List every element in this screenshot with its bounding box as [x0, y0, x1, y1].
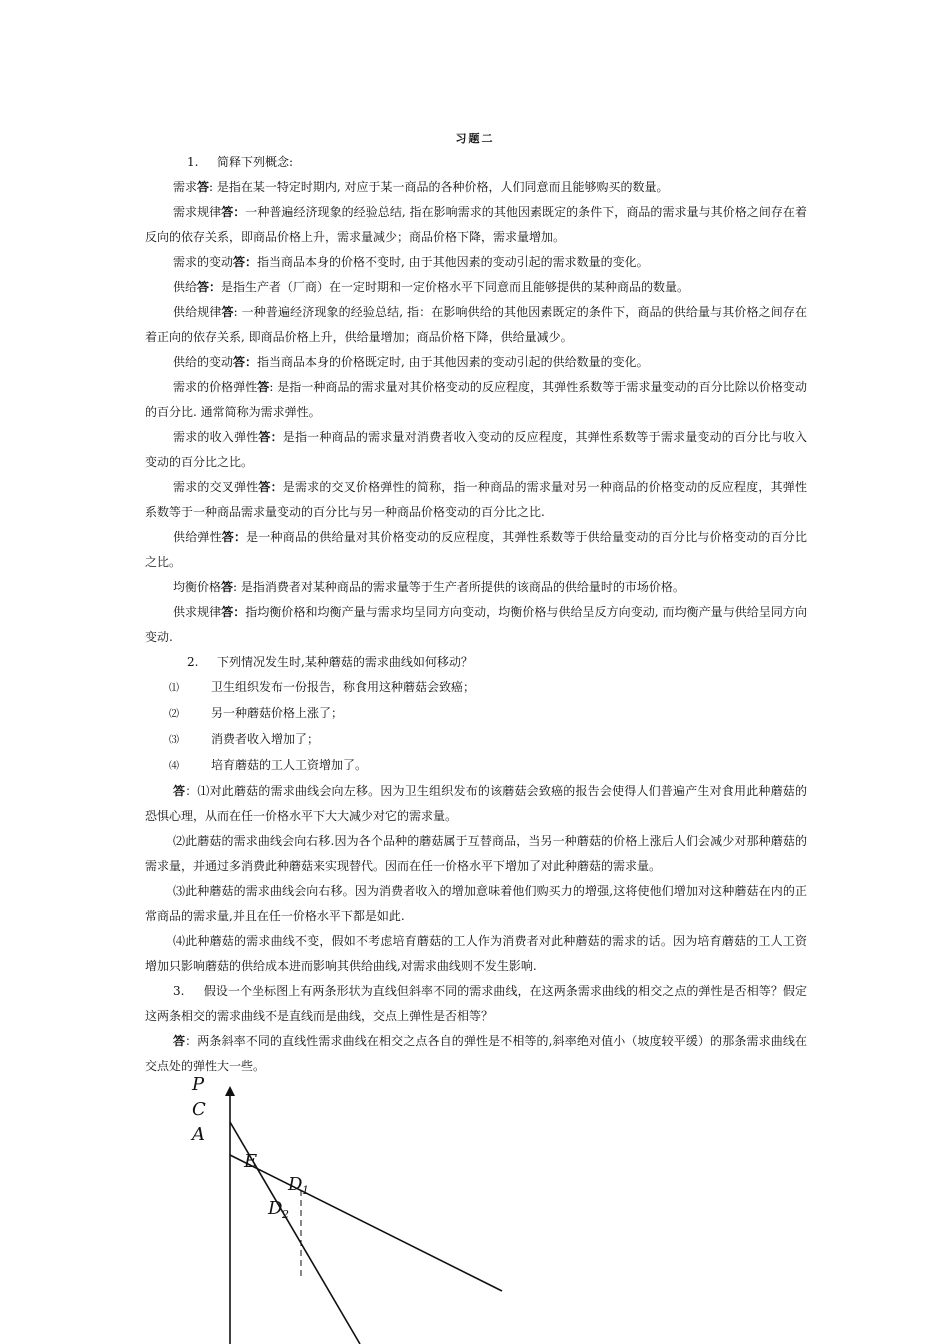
answer-marker: 答 [257, 380, 270, 394]
label-a: A [192, 1124, 205, 1145]
answer-text: ：⑴对此蘑菇的需求曲线会向左移。因为卫生组织发布的该蘑菇会致癌的报告会使得人们普遍产生对食用此种蘑菇的恐惧心理，从而在任一价格水平下大大减少对它的需求量。 [145, 784, 807, 823]
answer-marker: 答 [221, 305, 234, 319]
question-2-item [145, 701, 807, 727]
label-e: E [244, 1151, 258, 1172]
item-number: ⑵ [169, 709, 179, 720]
answer-text: ⑵此蘑菇的需求曲线会向右移.因为各个品种的蘑菇属于互替商品，当另一种蘑菇的价格上涨后人们会减少对那种蘑菇的需求量，并通过多消费此种蘑菇来实现替代。因而在任一价格水平下增加了对此种蘑菇的需求量。 [145, 834, 807, 873]
label-d1: D [288, 1174, 303, 1195]
question-2-item [145, 675, 807, 701]
definition-term: 供给 [173, 280, 198, 294]
demand-curves-figure [150, 1060, 550, 1344]
page-title: 习题二 [455, 132, 495, 145]
definition-term: 需求规律 [173, 205, 222, 219]
item-text: 培育蘑菇的工人工资增加了。 [211, 758, 368, 772]
demand-curve-d1 [230, 1155, 502, 1291]
question-2-items [145, 675, 807, 779]
definition-text: 是一种商品的供给量对其价格变动的反应程度，其弹性系数等于供给量变动的百分比与价格变动的百分比之比。 [145, 530, 807, 569]
answer-paragraph [145, 879, 807, 929]
definition-paragraph [145, 200, 807, 250]
definition-paragraph [145, 300, 807, 350]
answer-text: ⑶此种蘑菇的需求曲线会向右移。因为消费者收入的增加意味着他们购买力的增强,这将使他们增加对这种蘑菇在内的正常商品的需求量,并且在任一价格水平下都是如此. [145, 884, 807, 923]
answer-paragraph [145, 829, 807, 879]
definition-text: 指当商品本身的价格既定时, 由于其他因素的变动引起的供给数量的变化。 [257, 355, 649, 369]
definition-text: : 是指在某一特定时期内, 对应于某一商品的各种价格，人们同意而且能够购买的数量。 [209, 180, 669, 194]
answer-text: ⑷此种蘑菇的需求曲线不变，假如不考虑培育蘑菇的工人作为消费者对此种蘑菇的需求的话。因为培育蘑菇的工人工资增加只影响蘑菇的供给成本进而影响其供给曲线,对需求曲线则不发生影响. [145, 934, 807, 973]
definition-term: 均衡价格 [173, 580, 222, 594]
definitions-list [145, 175, 807, 650]
question-2-answers [145, 779, 807, 979]
definition-paragraph [145, 525, 807, 575]
definition-term: 需求的价格弹性 [173, 380, 258, 394]
item-number: ⑴ [169, 683, 179, 694]
definition-text: 指均衡价格和均衡产量与需求均呈同方向变动，均衡价格与供给呈反方向变动, 而均衡产量与供给呈同方向变动. [145, 605, 807, 644]
definition-text: : 是指一种商品的需求量对其价格变动的反应程度，其弹性系数等于需求量变动的百分比除以价格变动的百分比. 通常简称为需求弹性。 [145, 380, 807, 419]
answer-paragraph [145, 929, 807, 979]
question-3-answer: 答：两条斜率不同的直线性需求曲线在相交之点各自的弹性是不相等的,斜率绝对值小（坡度较平缓）的那条需求曲线在交点处的弹性大一些。 [145, 1034, 807, 1073]
answer-marker: 答： [258, 430, 283, 444]
item-number: ⑶ [169, 735, 179, 746]
label-d2-subscript: 2 [282, 1208, 289, 1221]
definition-paragraph [145, 250, 807, 275]
item-text: 消费者收入增加了； [211, 732, 320, 746]
label-c: C [192, 1099, 206, 1120]
document-body [145, 150, 807, 1079]
definition-paragraph [145, 275, 807, 300]
definition-paragraph [145, 600, 807, 650]
definition-text: 是指生产者（厂商）在一定时期和一定价格水平下同意而且能够提供的某种商品的数量。 [221, 280, 690, 294]
answer-marker: 答： [221, 530, 247, 544]
answer-marker: 答： [197, 280, 222, 294]
question-2-item [145, 753, 807, 779]
definition-text: : 是指消费者对某种商品的需求量等于生产者所提供的该商品的供给量时的市场价格。 [233, 580, 685, 594]
definition-term: 供给规律 [173, 305, 222, 319]
definition-term: 供给弹性 [173, 530, 222, 544]
question-3-heading: 3. 假设一个坐标图上有两条形状为直线但斜率不同的需求曲线，在这两条需求曲线的相交之点的弹性是否相等？假定这两条相交的需求曲线不是直线而是曲线，交点上弹性是否相等？ [145, 984, 807, 1023]
item-text: 卫生组织发布一份报告，称食用这种蘑菇会致癌； [211, 680, 476, 694]
answer-marker: 答： [221, 205, 246, 219]
definition-term: 供求规律 [173, 605, 222, 619]
definition-term: 需求的收入弹性 [173, 430, 259, 444]
question-2-item [145, 727, 807, 753]
answer-marker: 答： [233, 355, 258, 369]
definition-text: 是指一种商品的需求量对消费者收入变动的反应程度，其弹性系数等于需求量变动的百分比与收入变动的百分比之比。 [145, 430, 807, 469]
definition-term: 需求的变动 [173, 255, 234, 269]
answer-marker: 答： [258, 480, 283, 494]
answer-marker: 答： [221, 605, 246, 619]
item-number: ⑷ [169, 761, 179, 772]
label-d1-subscript: 1 [302, 1184, 309, 1197]
question-2-heading: 2. 下列情况发生时,某种蘑菇的需求曲线如何移动？ [187, 655, 473, 669]
definition-term: 需求 [173, 180, 198, 194]
definition-paragraph [145, 175, 807, 200]
definition-paragraph [145, 575, 807, 600]
y-axis-arrow [225, 1086, 235, 1096]
question-1-heading: 1. 简释下列概念: [187, 155, 294, 169]
definition-text: 一种普遍经济现象的经验总结, 指在影响需求的其他因素既定的条件下，商品的需求量与其价格之间存在着反向的依存关系，即商品价格上升，需求量减少；商品价格下降，需求量增加。 [145, 205, 807, 244]
definition-text: 指当商品本身的价格不变时, 由于其他因素的变动引起的需求数量的变化。 [257, 255, 649, 269]
label-p: P [192, 1074, 205, 1095]
definition-text: 是需求的交叉价格弹性的简称，指一种商品的需求量对另一种商品的价格变动的反应程度，其弹性系数等于一种商品需求量变动的百分比与另一种商品价格变动的百分比之比. [145, 480, 807, 519]
label-d2: D [268, 1198, 283, 1219]
answer-marker: 答 [173, 784, 186, 798]
definition-term: 供给的变动 [173, 355, 234, 369]
answer-paragraph [145, 779, 807, 829]
definition-paragraph [145, 375, 807, 425]
definition-term: 需求的交叉弹性 [173, 480, 259, 494]
answer-marker: 答 [197, 180, 210, 194]
item-text: 另一种蘑菇价格上涨了； [211, 706, 344, 720]
definition-paragraph [145, 350, 807, 375]
definition-text: : 一种普遍经济现象的经验总结, 指：在影响供给的其他因素既定的条件下，商品的供给量与其价格之间存在着正向的依存关系, 即商品价格上升，供给量增加；商品价格下降，供给量减少。 [145, 305, 807, 344]
definition-paragraph [145, 475, 807, 525]
answer-marker: 答 [221, 580, 234, 594]
definition-paragraph [145, 425, 807, 475]
answer-marker: 答： [233, 255, 258, 269]
